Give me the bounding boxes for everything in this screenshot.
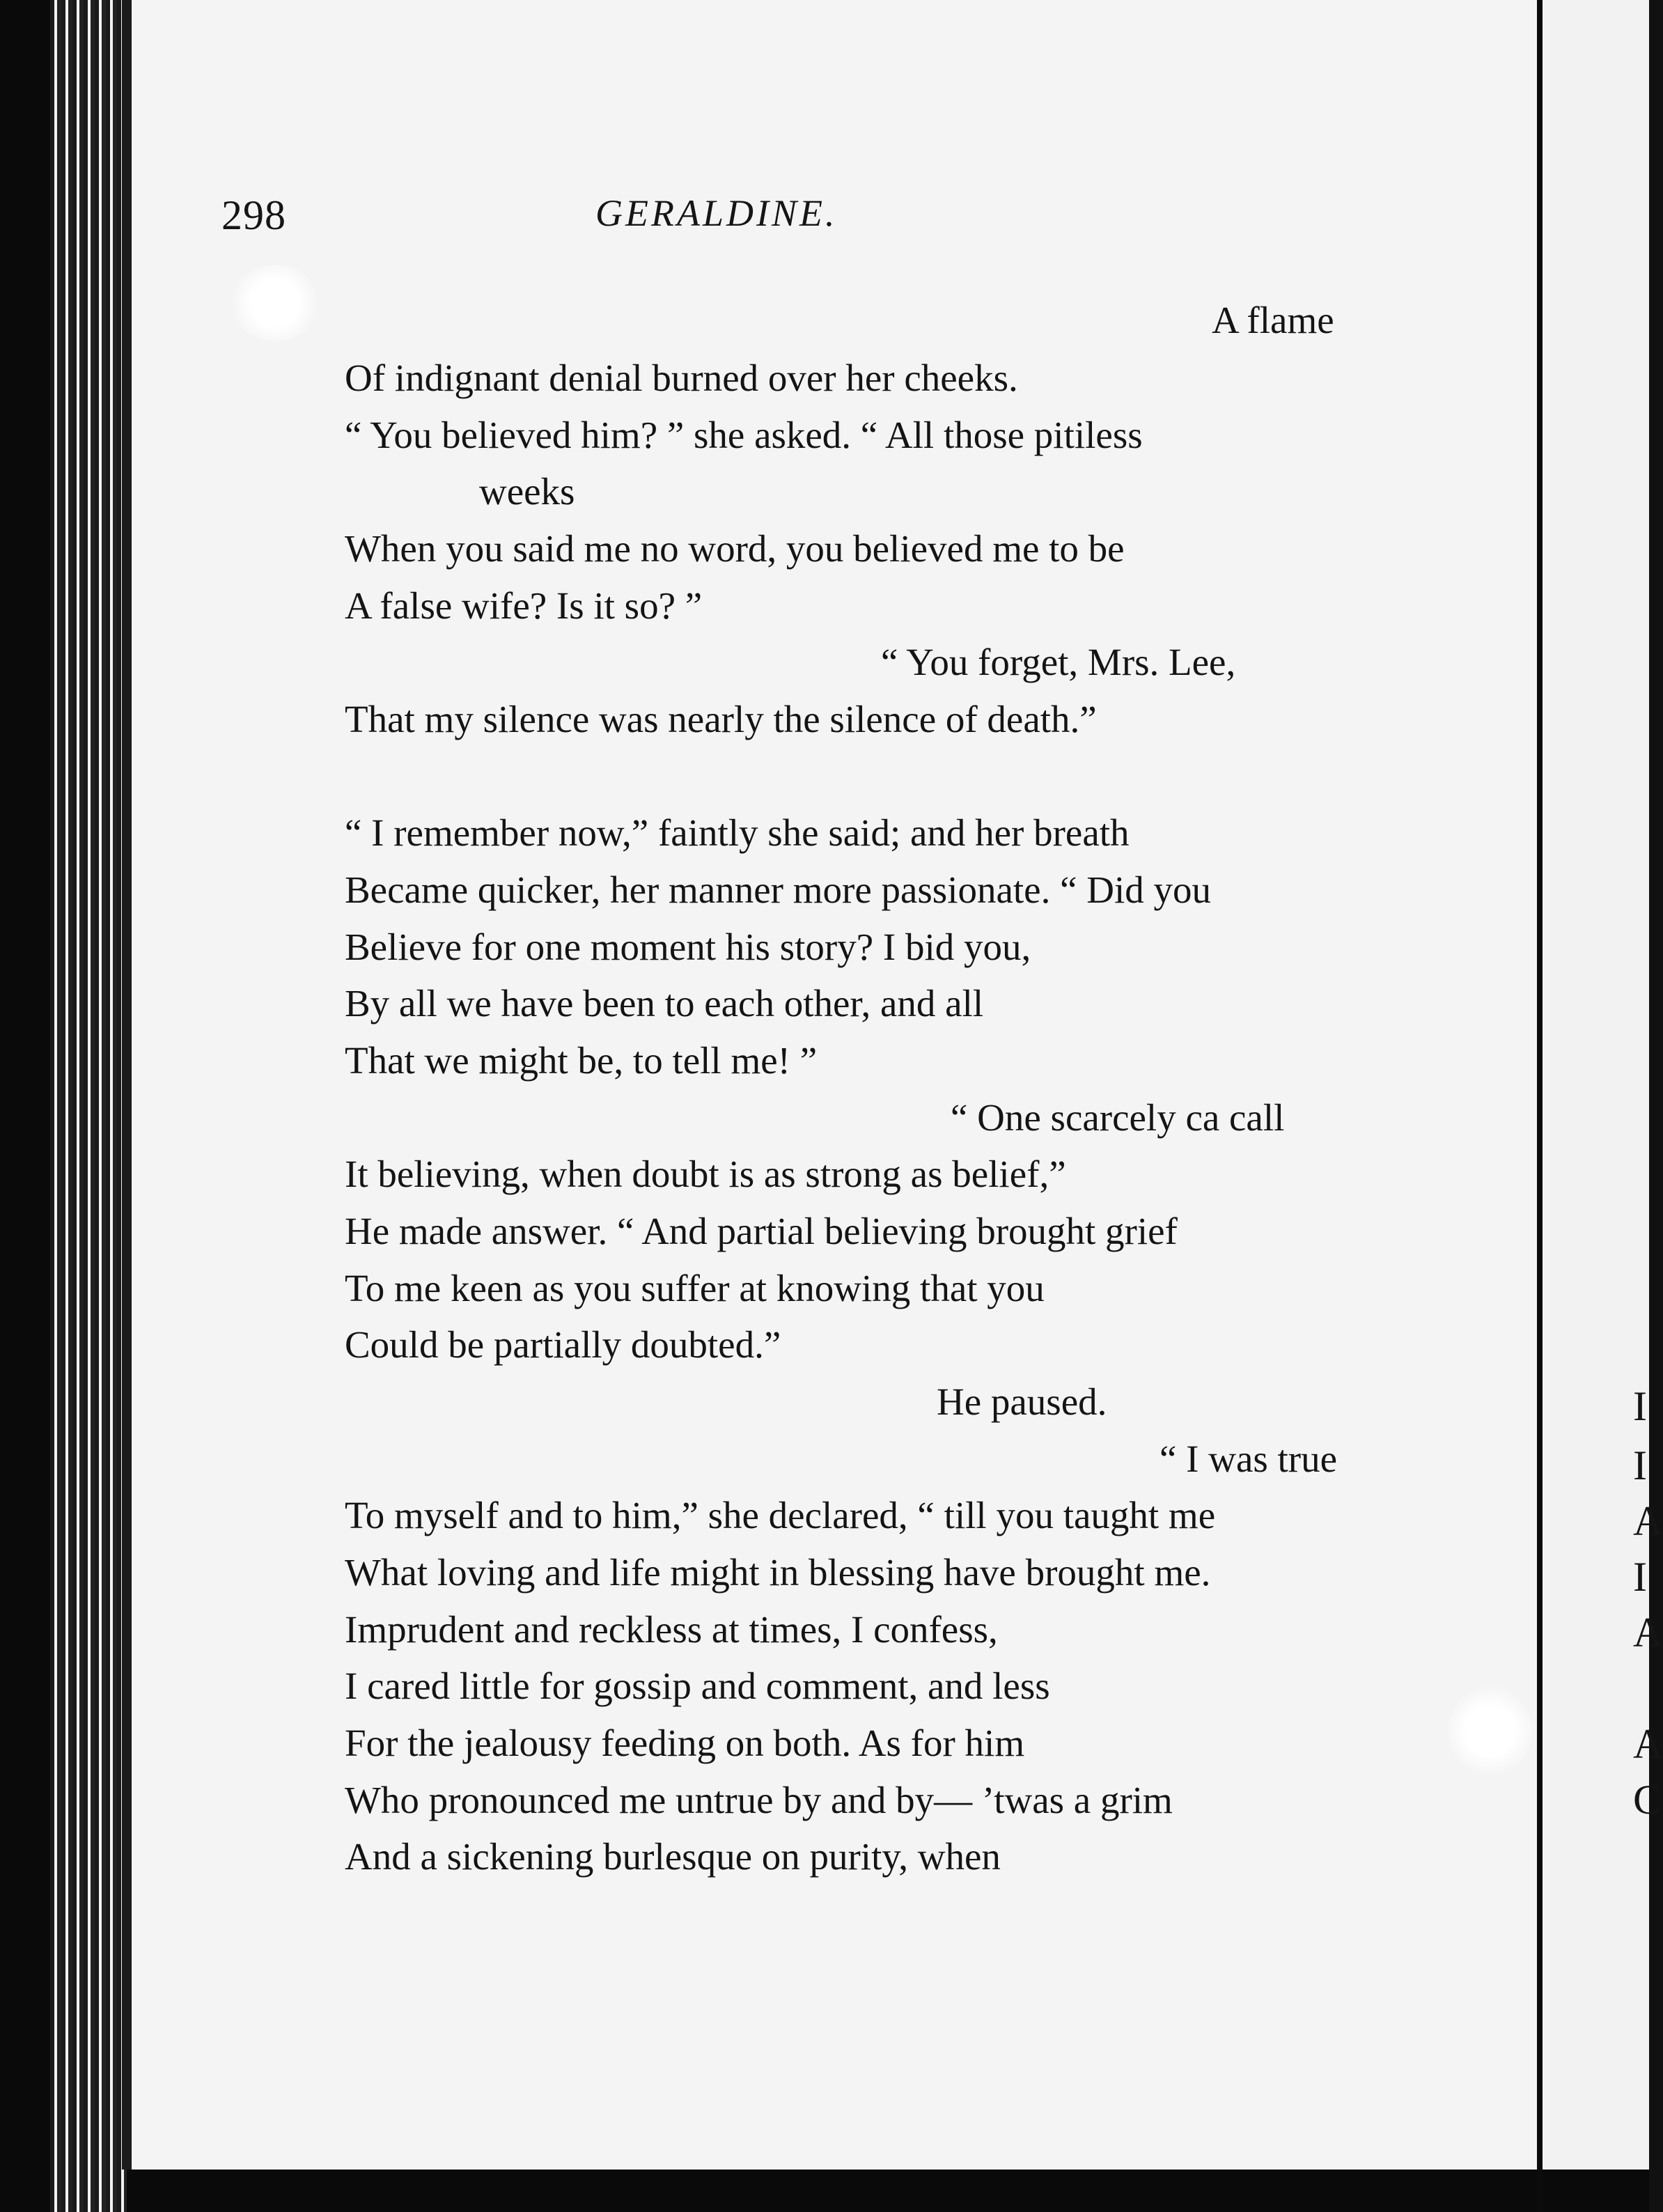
poem-line: And a sickening burlesque on purity, when [345,1835,1001,1878]
facing-page-fragment [1543,0,1663,2170]
poem-line: A flame [1212,299,1334,341]
poem-line: To myself and to him,” she declared, “ till you taught me [345,1494,1216,1536]
running-head [0,192,1649,247]
poem-line: Of indignant denial burned over her cheeks. [345,357,1018,399]
poem-line: Who pronounced me untrue by and by— ’twas a grim [345,1779,1173,1821]
poem-line: What loving and life might in blessing have brought me. [345,1551,1211,1594]
facing-page-letter: I [1633,1554,1647,1600]
facing-page-letter: A [1633,1498,1663,1544]
book-page-edges [50,0,127,2212]
facing-page-letter: I [1633,1442,1647,1488]
poem-line: A false wife? Is it so? ” [345,584,703,627]
poem-line: “ I remember now,” faintly she said; and her breath [345,811,1130,854]
poem-line: “ You believed him? ” she asked. “ All those pitiless [345,414,1143,456]
poem-line: He paused. [937,1380,1107,1423]
poem-line: “ You forget, Mrs. Lee, [881,641,1236,683]
poem-line: Imprudent and reckless at times, I confess, [345,1608,998,1651]
poem-line: That my silence was nearly the silence of death.” [345,698,1097,740]
poem-line: When you said me no word, you believed me to be [345,527,1125,570]
facing-page-letter: A [1633,1610,1663,1656]
page-gutter [122,0,132,2170]
running-title: GERALDINE. [595,192,838,234]
poem-line: For the jealousy feeding on both. As for him [345,1722,1025,1764]
poem-line: That we might be, to tell me! ” [345,1039,818,1082]
poem-line: To me keen as you suffer at knowing that you [345,1267,1045,1309]
poem-line: He made answer. “ And partial believing brought grief [345,1210,1178,1252]
paper-smudge [1449,1685,1532,1776]
poem-line: By all we have been to each other, and all [345,982,984,1025]
poem-line: Could be partially doubted.” [345,1323,781,1366]
poem-line: I cared little for gossip and comment, and less [345,1665,1050,1707]
poem-line: It believing, when doubt is as strong as belief,” [345,1153,1066,1195]
poem-line: Believe for one moment his story? I bid you, [345,926,1031,968]
facing-page-letter: A [1633,1721,1663,1767]
poem-line: “ One scarcely ca call [951,1096,1285,1139]
facing-page-letter: I [1633,1383,1647,1429]
paper-smudge [230,265,320,341]
poem-line: Became quicker, her manner more passionate. “ Did you [345,869,1211,911]
poem-line: “ I was true [1160,1438,1338,1480]
poem-line: weeks [479,470,575,513]
page-number: 298 [221,192,286,238]
facing-page-letter: C [1633,1777,1662,1823]
page-fold-line [1537,0,1543,2212]
